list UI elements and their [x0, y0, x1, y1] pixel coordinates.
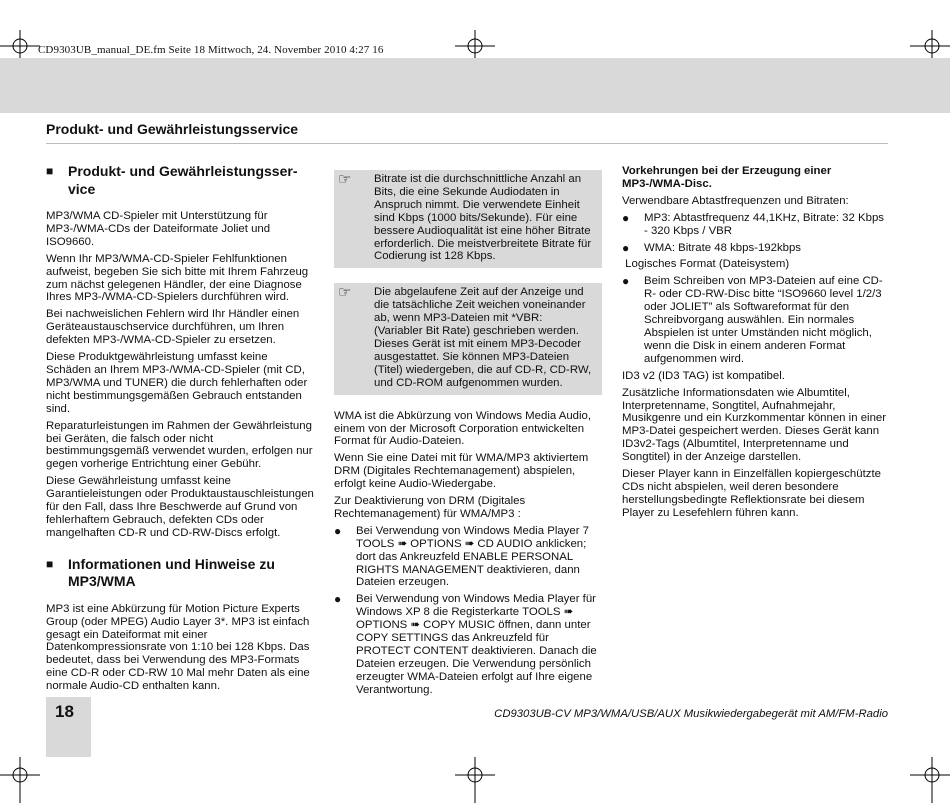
header-band	[0, 58, 950, 113]
registration-mark-icon	[910, 757, 950, 803]
bullet-dot-icon: ●	[622, 274, 630, 289]
paragraph: Bei nachweislichen Fehlern wird Ihr Händler einen Geräteaustauschservice durchführen, um Ihren defekten MP3-/WMA-CD-Spieler zu ersetzen.	[46, 308, 300, 347]
list-item: ● WMA: Bitrate 48 kbps-192kbps	[622, 240, 802, 255]
section-heading-service: ■ Produkt- und Gewährleistungsser- vice	[46, 163, 298, 197]
paragraph: Diese Gewährleistung umfasst keine Garantieleistungen oder Produktaustauschleistungen für den Fall, dass Ihre Beschwerde auf Grund von fehlerhaftem Gebrauch, defekten CDs oder mangelhaften CD-R und CD-RW-Discs erfolgt.	[46, 475, 314, 539]
paragraph: Logisches Format (Dateisystem)	[622, 258, 790, 271]
header-rule	[46, 143, 888, 144]
paragraph: MP3/WMA CD-Spieler mit Unterstützung für MP3-/WMA-CDs der Dateiformate Joliet und ISO9660.	[46, 210, 271, 248]
black-square-icon: ■	[46, 556, 54, 571]
section-heading-mp3-wma: ■ Informationen und Hinweise zu MP3/WMA	[46, 555, 275, 590]
column-right	[622, 165, 890, 524]
list-item: ● Bei Verwendung von Windows Media Player für Windows XP 8 die Registerkarte TOOLS ➠ OPTIONS ➠ COPY MUSIC öffnen, dann unter COPY SETTINGS das Ankreuzfeld für PROTECT CONTENT deaktivieren. Danach die Dateien erzeugen. Die Verwendung persönlich erzeugter WMA-Dateien erfolgt auf Ihre eigene Verantwortung.	[334, 592, 597, 696]
list-item: ● Beim Schreiben von MP3-Dateien auf eine CD-R- oder CD-RW-Disc bitte “ISO9660 level 1/2/3 oder JOLIET” als Softwareformat für den Schreibvorgang auswählen. Ein normales Abspielen ist unter Umständen nicht möglich, wenn die Disk in einem anderen Format aufgenommen wird.	[622, 274, 883, 365]
paragraph: Diese Produktgewährleistung umfasst keine Schäden an Ihrem MP3-/WMA-CD-Spieler (mit CD, MP3/WMA und TUNER) die durch fehlerhaften oder nicht bestimmungsgemäßen Gebrauch entstanden sind.	[46, 351, 308, 415]
note-box-vbr: ☞ Die abgelaufene Zeit auf der Anzeige und die tatsächliche Zeit weichen voneinander ab, wenn MP3-Dateien mit *VBR: (Variabler Bit Rate) geschrieben werden. Dieses Gerät ist mit einem MP3-Decoder ausgestattet. Sie können MP3-Dateien (Titel) wiedergeben, die auf CD-R, CD-RW, und CD-ROM aufgenommen wurden.	[334, 283, 602, 394]
paragraph: Verwendbare Abtastfrequenzen und Bitraten:	[622, 194, 849, 207]
pointing-hand-icon: ☞	[338, 171, 352, 188]
column-middle	[334, 170, 602, 701]
page-number: 18	[55, 702, 74, 721]
running-title: Produkt- und Gewährleistungsservice	[46, 121, 299, 137]
paragraph: WMA ist die Abkürzung von Windows Media Audio, einem von der Microsoft Corporation entwickelten Format für Audio-Dateien.	[334, 409, 592, 448]
paragraph: ID3 v2 (ID3 TAG) ist kompatibel.	[622, 369, 785, 382]
black-square-icon: ■	[46, 164, 54, 178]
paragraph: Dieser Player kann in Einzelfällen kopiergeschützte CDs nicht abspielen, weil deren besondere herstellungsbedingte Reflektionsrate bei diesem Player zu Lesefehlern führen kann.	[622, 468, 881, 519]
footer-title: CD9303UB-CV MP3/WMA/USB/AUX Musikwiedergabegerät mit AM/FM-Radio	[494, 708, 888, 720]
paragraph: Reparaturleistungen im Rahmen der Gewährleistung bei Geräten, die falsch oder nicht bestimmungsgemäß verwendet wurden, erfolgen nur gegen vorherige Entrichtung einer Gebühr.	[46, 419, 313, 471]
paragraph: Zusätzliche Informationsdaten wie Albumtitel, Interpretenname, Songtitel, Aufnahmejahr, Musikgenre und ein Kurzkommentar können in einer MP3-Datei gespeichert werden. Dieses Gerät kann ID3v2-Tags (Albumtitel, Interpretenname und Songtitel) in der Anzeige darstellen.	[622, 386, 887, 464]
bullet-dot-icon: ●	[622, 210, 630, 225]
registration-mark-icon	[455, 757, 495, 803]
paragraph: Wenn Ihr MP3/WMA-CD-Spieler Fehlfunktionen aufweist, begeben Sie sich bitte mit Ihrem Fahrzeug zum nächst gelegenen Händler, der eine Diagnose Ihres MP3-/WMA-CD-Spielers durchführen wird.	[46, 252, 309, 304]
list-item: ● Bei Verwendung von Windows Media Player 7 TOOLS ➠ OPTIONS ➠ CD AUDIO anklicken; dort das Ankreuzfeld ENABLE PERSONAL RIGHTS MANAGEMENT deaktivieren, dann Dateien erzeugen.	[334, 523, 590, 589]
subheading: Vorkehrungen bei der Erzeugung einer MP3-/WMA-Disc.	[622, 165, 832, 190]
note-box-bitrate: ☞ Bitrate ist die durchschnittliche Anzahl an Bits, die eine Sekunde Audiodaten in Anspruch nimmt. Die verwendete Einheit sind Kbps (1000 bits/Sekunde). Für eine bessere Audioqualität ist eine höher Bitrate erforderlich. Die meistverbreitete Bitrate für Codierung ist 128 Kbps.	[334, 170, 602, 268]
file-header: CD9303UB_manual_DE.fm Seite 18 Mittwoch, 24. November 2010 4:27 16	[38, 44, 384, 56]
column-left	[46, 163, 314, 697]
registration-mark-icon	[0, 757, 40, 803]
bullet-dot-icon: ●	[334, 523, 342, 538]
bullet-dot-icon: ●	[334, 592, 342, 607]
bullet-dot-icon: ●	[622, 240, 630, 255]
paragraph: Wenn Sie eine Datei mit für WMA/MP3 aktiviertem DRM (Digitales Rechtemanagement) abspielen, erfolgt keine Audio-Wiedergabe.	[334, 452, 589, 491]
list-item: ● MP3: Abtastfrequenz 44,1KHz, Bitrate: 32 Kbps - 320 Kbps / VBR	[622, 210, 884, 237]
paragraph: Zur Deaktivierung von DRM (Digitales Rechtemanagement) für WMA/MP3 :	[334, 495, 526, 520]
paragraph: MP3 ist eine Abkürzung für Motion Picture Experts Group (oder MPEG) Audio Layer 3*. MP3 ist einfach gesagt ein Dateiformat mit einer Datenkompressionsrate von 1:10 bei 128 Kbps. Das bedeutet, dass bei Verwendung des MP3-Formats eine CD-R oder CD-RW 10 Mal mehr Daten als eine normale Audio-CD enthalten kann.	[46, 602, 310, 693]
pointing-hand-icon: ☞	[338, 284, 352, 302]
